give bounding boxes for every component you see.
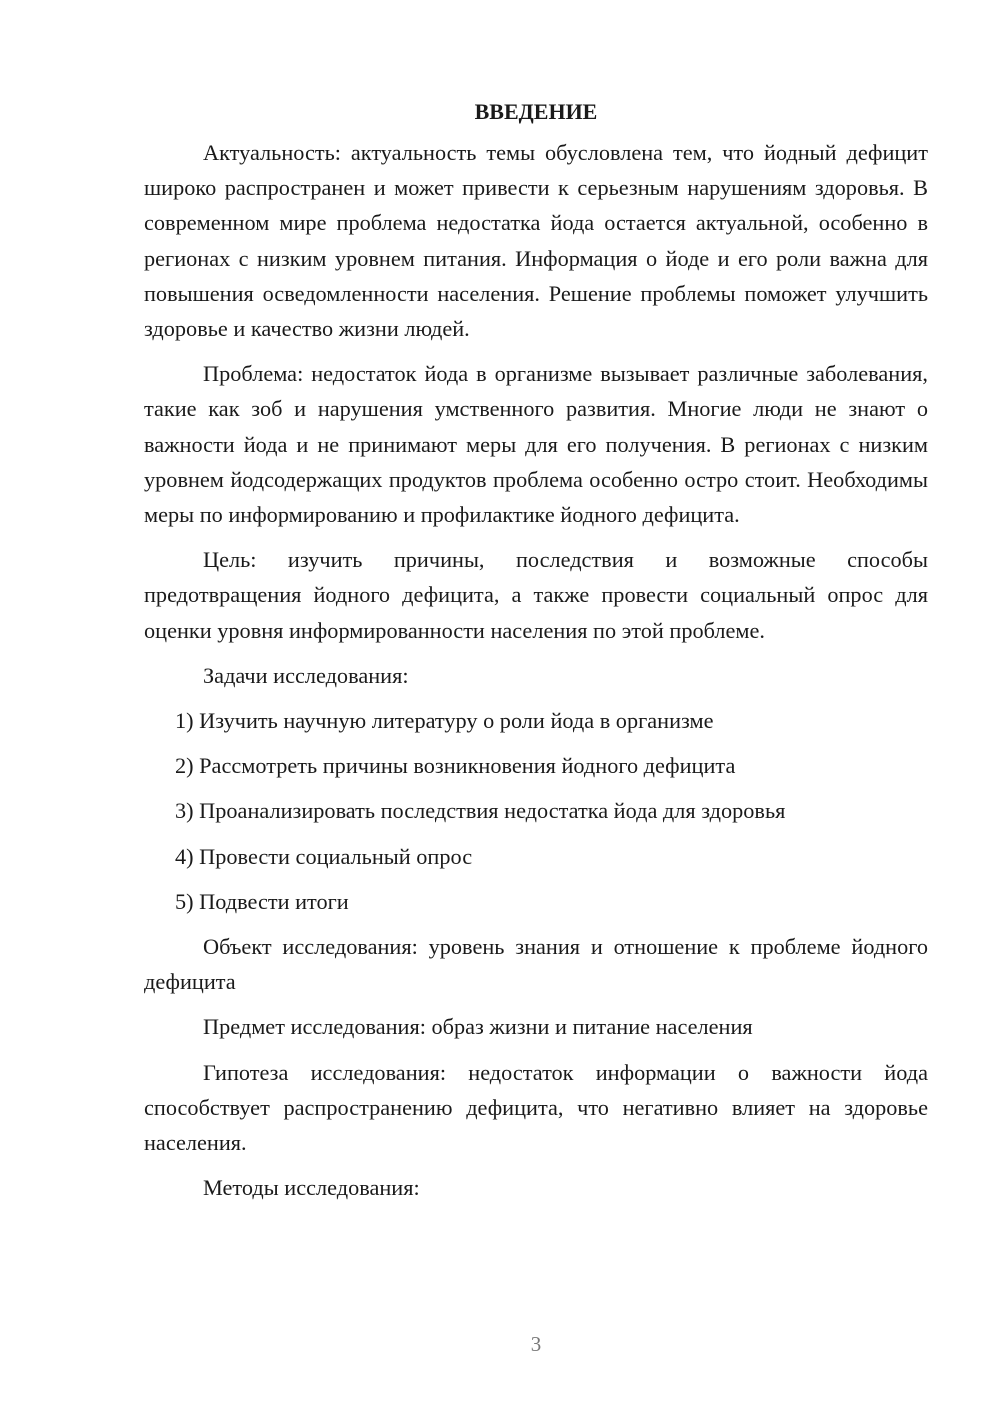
list-item: 2) Рассмотреть причины возникновения йодного дефицита (175, 753, 736, 779)
list-item: 4) Провести социальный опрос (175, 843, 473, 869)
subject-paragraph: Предмет исследования: образ жизни и питание населения (203, 1014, 753, 1040)
goal-paragraph: Цель: изучить причины, последствия и возможные способы предотвращения йодного дефицита, а также провести социальный опрос для оценки уровня информированности населения по этой проблеме. (144, 547, 928, 643)
page-content (144, 94, 928, 1205)
object-paragraph: Объект исследования: уровень знания и отношение к проблеме йодного дефицита (144, 934, 928, 995)
tasks-title: Задачи исследования: (203, 662, 409, 688)
methods-title: Методы исследования: (203, 1175, 420, 1201)
list-item: 5) Подвести итоги (175, 888, 349, 914)
relevance-paragraph: Актуальность: актуальность темы обусловлена тем, что йодный дефицит широко распространен и может привести к серьезным нарушениям здоровья. В современном мире проблема недостатка йода остается актуальной, особенно в регионах с низким уровнем питания. Информация о йоде и его роли важна для повышения осведомленности населения. Решение проблемы поможет улучшить здоровье и качество жизни людей. (144, 140, 928, 342)
list-item: 3) Проанализировать последствия недостатка йода для здоровья (175, 798, 786, 824)
section-heading: ВВЕДЕНИЕ (474, 99, 598, 124)
page-number: 3 (530, 1332, 542, 1356)
list-item: 1) Изучить научную литературу о роли йода в организме (175, 708, 714, 734)
hypothesis-paragraph: Гипотеза исследования: недостаток информации о важности йода способствует распространению дефицита, что негативно влияет на здоровье населения. (144, 1059, 928, 1156)
problem-paragraph: Проблема: недостаток йода в организме вызывает различные заболевания, такие как зоб и нарушения умственного развития. Многие люди не знают о важности йода и не принимают меры для его получения. В регионах с низким уровнем йодсодержащих продуктов проблема особенно остро стоит. Необходимы меры по информированию и профилактике йодного дефицита. (144, 361, 928, 528)
tasks-list (144, 703, 928, 919)
